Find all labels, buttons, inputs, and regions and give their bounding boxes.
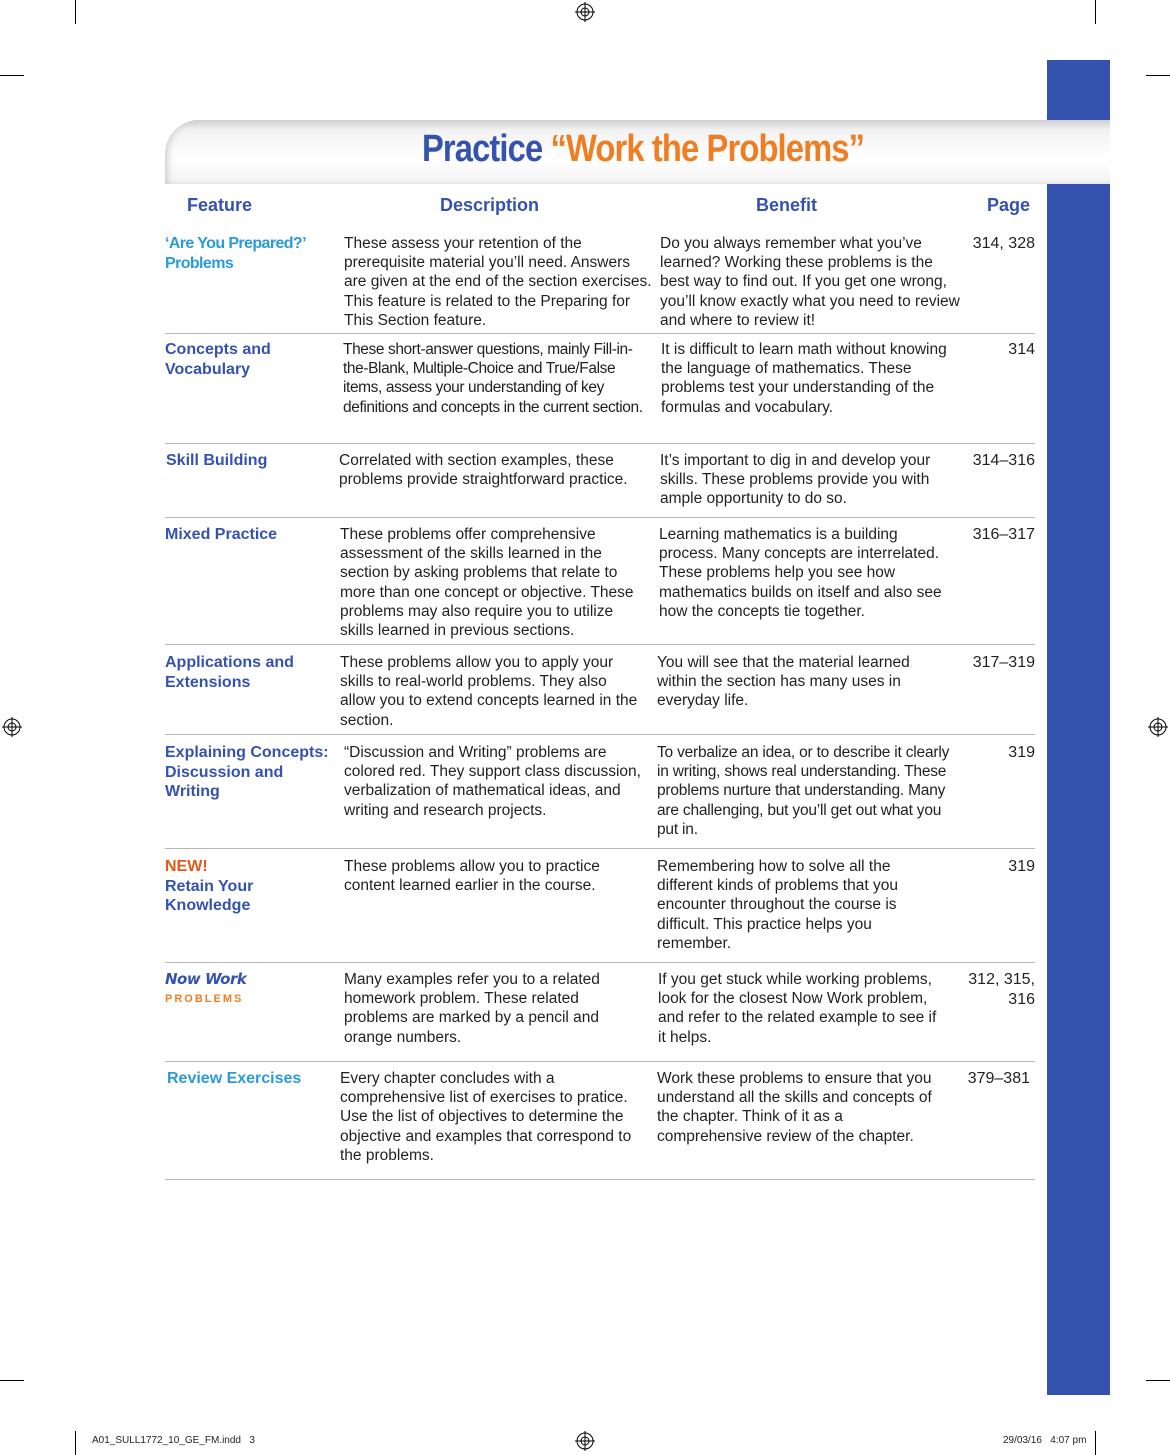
header-description: Description: [440, 195, 540, 215]
footer-file-slug: A01_SULL1772_10_GE_FM.indd 3: [92, 1435, 255, 1446]
description-text: These problems allow you to apply your skills to real-world problems. They also allow you to extend concepts learned in the section.: [340, 654, 638, 729]
feature-label: Review Exercises: [167, 1070, 302, 1087]
header-feature: Feature: [187, 195, 253, 215]
row-divider: [165, 1061, 1035, 1062]
benefit-text: It is difficult to learn math without knowing the language of mathematics. These problems test your understanding of the formulas and vocabulary.: [661, 341, 947, 416]
feature-cell: [165, 857, 285, 916]
page-ref: 312, 315, 316: [968, 971, 1035, 1008]
header-page: Page: [987, 195, 1031, 215]
table-row: [165, 743, 1035, 849]
table-row: [165, 970, 1035, 1062]
description-text: These problems allow you to practice content learned earlier in the course.: [344, 858, 600, 895]
table-row: [165, 451, 1035, 518]
crop-mark: [0, 75, 24, 76]
benefit-text: Work these problems to ensure that you understand all the skills and concepts of the chapter. Think of it as a comprehensive review of the chapter.: [657, 1070, 932, 1145]
table-row: [165, 653, 1035, 735]
page-ref: 314, 328: [972, 235, 1035, 252]
row-divider: [165, 1179, 1035, 1180]
page-ref: 317–319: [972, 654, 1035, 671]
description-text: These problems offer comprehensive assessment of the skills learned in the section by asking problems that relate to more than one concept or objective. These problems may also require you to utilize skills learned in previous sections.: [340, 526, 634, 640]
registration-mark-icon: [1148, 717, 1168, 737]
description-text: Many examples refer you to a related homework problem. These related problems are marked by a pencil and orange numbers.: [344, 971, 600, 1046]
feature-label: Mixed Practice: [165, 526, 278, 543]
registration-mark-icon: [575, 1431, 595, 1451]
feature-cell: [165, 970, 335, 1009]
crop-mark: [0, 1380, 24, 1381]
row-divider: [165, 517, 1035, 518]
crop-mark: [75, 1431, 76, 1455]
registration-mark-icon: [2, 717, 22, 737]
row-divider: [165, 333, 1035, 334]
table-row: [165, 525, 1035, 645]
new-badge: NEW!: [165, 858, 208, 875]
feature-label: Retain Your Knowledge: [165, 877, 254, 914]
benefit-text: It’s important to dig in and develop your skills. These problems provide you with ample opportunity to do so.: [660, 452, 931, 508]
page-ref: 319: [1008, 744, 1035, 761]
row-divider: [165, 962, 1035, 963]
footer-timestamp: 29/03/16 4:07 pm: [1003, 1435, 1087, 1446]
feature-label: Applications and Extensions: [165, 654, 294, 691]
description-text: These short-answer questions, mainly Fill-in-the-Blank, Multiple-Choice and True/False items, assess your understanding of key definitions and concepts in the current section.: [343, 341, 643, 416]
feature-label: Concepts and Vocabulary: [165, 341, 271, 378]
feature-label: Skill Building: [166, 452, 268, 469]
page-title: [237, 120, 1050, 184]
now-work-sub: PROBLEMS: [165, 992, 244, 1005]
page-ref: 316–317: [972, 526, 1035, 543]
row-divider: [165, 644, 1035, 645]
crop-mark: [1146, 75, 1170, 76]
description-text: Correlated with section examples, these problems provide straightforward practice.: [339, 452, 628, 489]
table-row: [165, 234, 1035, 334]
crop-mark: [75, 0, 76, 24]
feature-label: Explaining Concepts: Discussion and Writing: [165, 744, 329, 800]
header-benefit: Benefit: [756, 195, 818, 215]
benefit-text: If you get stuck while working problems, look for the closest Now Work problem, and refer to the related example to see if it helps.: [658, 971, 937, 1046]
description-text: These assess your retention of the prerequisite material you’ll need. Answers are given at the end of the section exercises. This feature is related to the Preparing for This Section feature.: [344, 235, 652, 329]
table-row: [165, 1069, 1035, 1180]
table-row: [165, 340, 1035, 444]
side-color-bar: [1047, 60, 1110, 1395]
registration-mark-icon: [575, 2, 595, 22]
crop-mark: [1095, 1431, 1096, 1455]
page-ref: 314–316: [972, 452, 1035, 469]
row-divider: [165, 848, 1035, 849]
feature-label: ‘Are You Prepared?’ Problems: [165, 235, 306, 272]
title-part-work-the-problems: “Work the Problems”: [550, 128, 865, 170]
crop-mark: [1095, 0, 1096, 24]
title-part-practice: Practice: [421, 128, 543, 170]
page-ref: 379–381: [967, 1070, 1030, 1087]
benefit-text: To verbalize an idea, or to describe it clearly in writing, shows real understanding. These problems nurture that understanding. Many are challenging, but you’ll get out what you put in.: [657, 744, 950, 838]
description-text: “Discussion and Writing” problems are colored red. They support class discussion, verbalization of mathematical ideas, and writing and research projects.: [344, 744, 641, 819]
benefit-text: You will see that the material learned within the section has many uses in everyday life.: [657, 654, 910, 710]
row-divider: [165, 443, 1035, 444]
row-divider: [165, 734, 1035, 735]
benefit-text: Do you always remember what you’ve learned? Working these problems is the best way to find out. If you get one wrong, you’ll know exactly what you need to review and where to review it!: [660, 235, 960, 329]
now-work-logo: Now Work: [165, 970, 247, 988]
description-text: Every chapter concludes with a comprehensive list of exercises to pratice. Use the list of objectives to determine the objective and examples that correspond to the problems.: [340, 1070, 632, 1164]
table-row: [165, 857, 1035, 963]
benefit-text: Learning mathematics is a building process. Many concepts are interrelated. These problems help you see how mathematics builds on itself and also see how the concepts tie together.: [659, 526, 942, 620]
page-ref: 319: [1008, 858, 1035, 875]
benefit-text: Remembering how to solve all the different kinds of problems that you encounter throughout the course is difficult. This practice helps you remember.: [657, 858, 898, 952]
page-ref: 314: [1008, 341, 1035, 358]
crop-mark: [1146, 1380, 1170, 1381]
